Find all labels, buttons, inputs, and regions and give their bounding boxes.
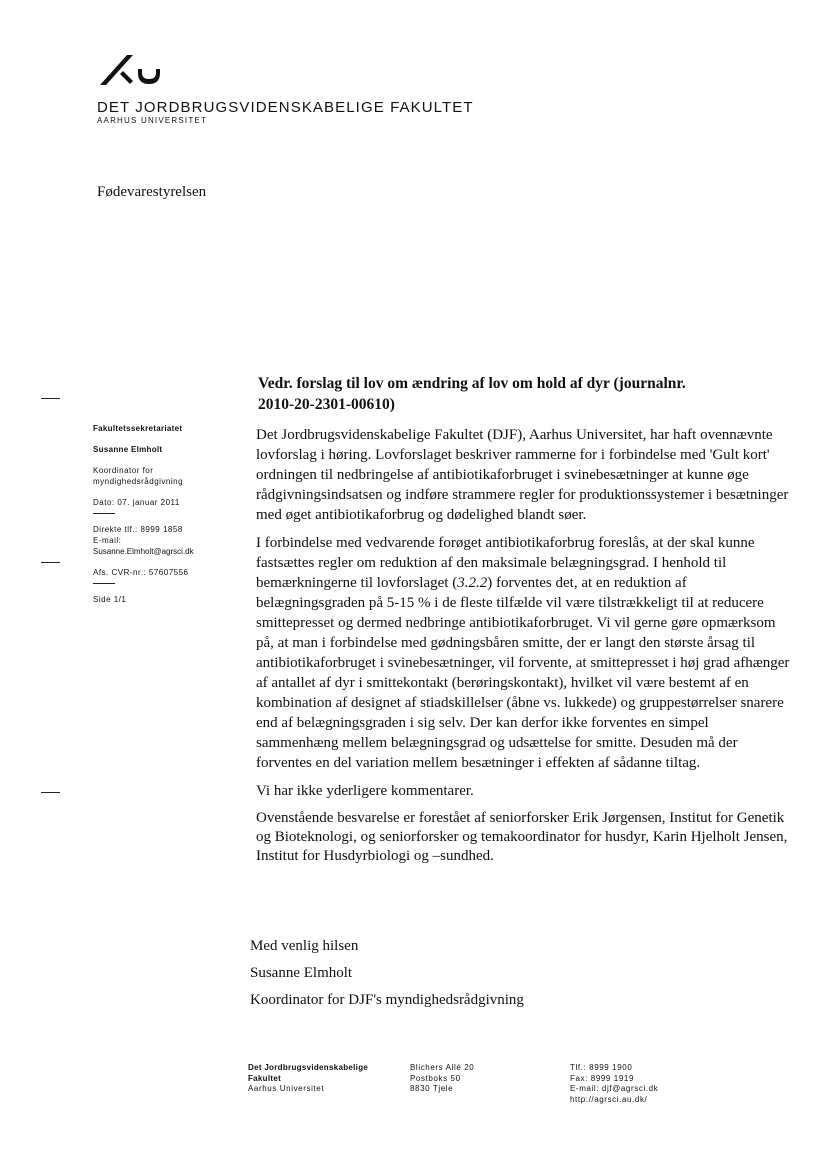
- subject-line: 2010-20-2301-00610): [258, 396, 395, 413]
- email-address: Susanne.Elmholt@agrsci.dk: [93, 547, 194, 556]
- footer-fax: Fax: 8999 1919: [570, 1073, 634, 1083]
- footer-org-line: Det Jordbrugsvidenskabelige: [248, 1063, 369, 1072]
- body-paragraph: Det Jordbrugsvidenskabelige Fakultet (DJF), Aarhus Universitet, har haft ovennævnte lovforslag i høring. Lovforslaget beskriver rammerne for i forbindelse med 'Gult kort' ordningen til nedbringelse af antibiotikaforbruget i svinebesætninger at kunne øge rådgivningsindsatsen og indføre strammere regler for produktionssystemer i besætninger med øget antibiotikaforbrug og dødelighed blandt søer.: [256, 427, 789, 523]
- footer-address-line: 8830 Tjele: [410, 1084, 454, 1093]
- direct-phone: Direkte tlf.: 8999 1858: [93, 525, 183, 534]
- footer-contact: [570, 1063, 658, 1105]
- email-label: E-mail:: [93, 536, 122, 545]
- sender-name: Susanne Elmholt: [93, 445, 163, 454]
- body-text: ) forventes det, at en reduktion af belægningsgraden på 5-15 % i de fleste tilfælde vil være tilstrækkeligt til at reducere smittepresset og dermed nedbringe antibiotikaforbruget. Vi vil gerne gøre opmærksom på, at man i forbindelse med gødningsbåren smitte, der er langt den største årsag til antibiotikaforbruget i svinebesætninger, vil forvente, at smittepresset i høj grad afhænger af antallet af dyr i smittekontakt (berøringskontakt), hvilket vil være bestemt af en kombination af designet af stiadskillelser (åbne vs. lukkede) og gruppestørrelser snarere end af belægningsgraden i sig selv. Der kan derfor ikke forventes en simpel sammenhæng mellem belægningsgrad og udsættelse for smitte. Desuden må der forventes en del variation mellem besætninger i effekten af sådanne tiltag.: [256, 575, 790, 771]
- fold-mark: [41, 398, 60, 399]
- footer-email: E-mail: djf@agrsci.dk: [570, 1084, 659, 1093]
- au-logo-icon: [96, 52, 168, 93]
- closing-title: Koordinator for DJF's myndighedsrådgivning: [250, 992, 524, 1008]
- closing-name: Susanne Elmholt: [250, 965, 353, 981]
- sender-role-line: Koordinator for: [93, 466, 154, 475]
- sender-role: [93, 465, 243, 487]
- footer-address-line: Blichers Allé 20: [410, 1063, 475, 1072]
- closing-greeting: Med venlig hilsen: [250, 938, 359, 954]
- footer-org-line: Fakultet: [248, 1073, 282, 1083]
- body-paragraph: [256, 533, 792, 773]
- sender-sidebar: [93, 423, 243, 605]
- body-paragraph: Ovenstående besvarelse er forestået af seniorforsker Erik Jørgensen, Institut for Genetik og Bioteknologi, og seniorforsker og temakoordinator for husdyr, Karin Hjelholt Jensen, Institut for Husdyrbiologi og –sundhed.: [256, 810, 788, 864]
- footer-address-line: Postboks 50: [410, 1073, 461, 1083]
- sender-role-line: myndighedsrådgivning: [93, 477, 184, 486]
- recipient: Fødevarestyrelsen: [97, 184, 207, 200]
- subject-line: Vedr. forslag til lov om ændring af lov om hold af dyr (journalnr.: [258, 375, 686, 392]
- letter-closing: [250, 933, 524, 1014]
- letter-body: [256, 425, 792, 874]
- footer-address: [410, 1063, 474, 1095]
- footer-org-line: Aarhus Universitet: [248, 1084, 325, 1093]
- sidebar-divider: [93, 583, 115, 584]
- page-number: Side 1/1: [93, 595, 127, 604]
- footer-phone: Tlf.: 8999 1900: [570, 1063, 633, 1072]
- sidebar-divider: [93, 513, 115, 514]
- footer-organisation: [248, 1063, 368, 1095]
- footer-web: http://agrsci.au.dk/: [570, 1094, 648, 1104]
- fold-mark: [41, 562, 60, 563]
- faculty-name: DET JORDBRUGSVIDENSKABELIGE FAKULTET: [97, 99, 474, 116]
- body-text: I forbindelse med vedvarende forøget antibiotikaforbrug foreslås, at der skal kunne fastsættes regler om reduktion af den maksimale belægningsgrad. I henhold til bemærkningerne til lovforslaget (: [256, 535, 755, 591]
- university-name: AARHUS UNIVERSITET: [97, 116, 208, 125]
- letter-date: Dato: 07. januar 2011: [93, 498, 180, 507]
- section-reference: 3.2.2: [457, 575, 488, 591]
- fold-mark: [41, 792, 60, 793]
- cvr-number: Afs. CVR-nr.: 57607556: [93, 568, 189, 577]
- office-name: Fakultetssekretariatet: [93, 424, 183, 433]
- letter-subject: [258, 373, 788, 415]
- body-paragraph: Vi har ikke yderligere kommentarer.: [256, 783, 474, 799]
